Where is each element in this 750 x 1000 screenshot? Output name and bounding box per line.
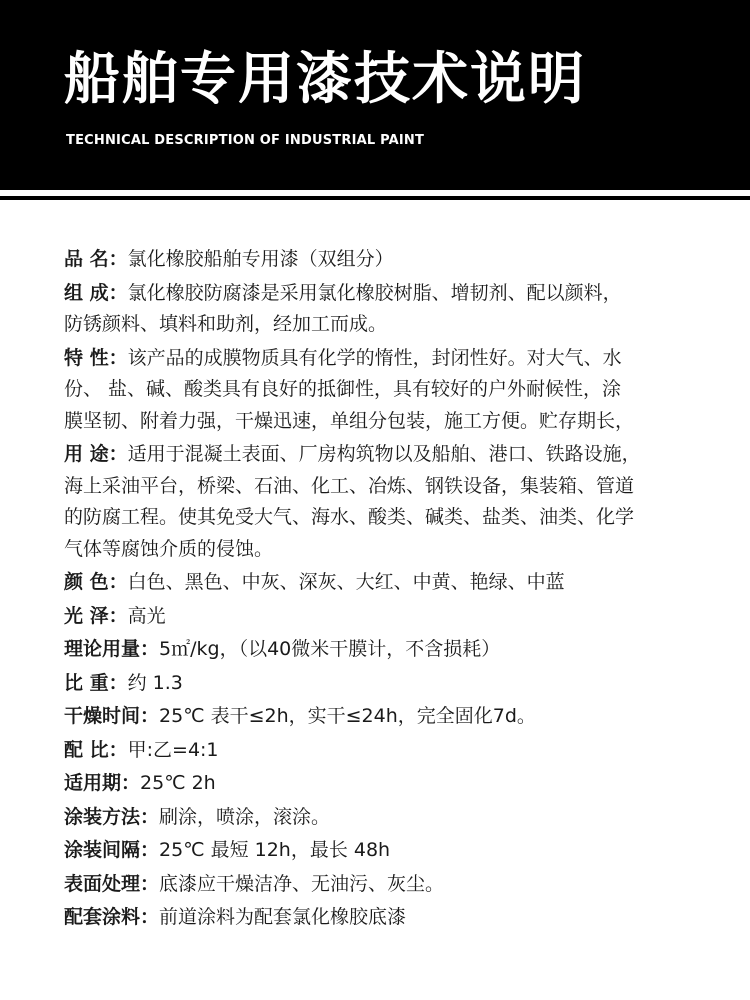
spec-value: 的防腐工程。使其免受大气、海水、酸类、碱类、盐类、油类、化学 bbox=[64, 506, 635, 528]
spec-line bbox=[64, 735, 714, 767]
spec-label: 组 成： bbox=[64, 281, 128, 304]
spec-line bbox=[64, 567, 714, 599]
spec-line bbox=[64, 802, 714, 834]
spec-line bbox=[64, 902, 714, 934]
spec-item bbox=[64, 735, 714, 767]
spec-line bbox=[64, 502, 714, 534]
spec-label: 配 比： bbox=[64, 738, 128, 761]
spec-label: 涂装间隔： bbox=[64, 839, 160, 861]
spec-label: 品 名： bbox=[64, 248, 128, 270]
spec-label: 表面处理： bbox=[64, 872, 160, 895]
spec-label: 理论用量： bbox=[64, 638, 160, 660]
spec-value: 膜坚韧、附着力强，干燥迅速，单组分包装，施工方便。贮存期长， bbox=[64, 409, 635, 432]
spec-label: 特 性： bbox=[64, 346, 128, 369]
spec-label: 配套涂料： bbox=[64, 906, 160, 928]
spec-value: 该产品的成膜物质具有化学的惰性，封闭性好。对大气、水 bbox=[127, 346, 622, 369]
spec-item bbox=[64, 567, 714, 599]
spec-label: 颜 色： bbox=[64, 571, 128, 593]
spec-item bbox=[64, 601, 714, 633]
header-banner bbox=[0, 0, 750, 190]
spec-line bbox=[64, 406, 714, 438]
spec-item bbox=[64, 701, 714, 733]
spec-line bbox=[64, 439, 714, 471]
spec-line bbox=[64, 835, 714, 867]
spec-value: 高光 bbox=[127, 604, 166, 627]
spec-item bbox=[64, 835, 714, 867]
divider-line bbox=[0, 196, 750, 200]
spec-item bbox=[64, 634, 714, 666]
spec-value: 海上采油平台，桥梁、石油、化工、冶炼、钢铁设备，集装箱、管道 bbox=[64, 474, 635, 497]
spec-item bbox=[64, 902, 714, 934]
spec-value: 氯化橡胶船舶专用漆（双组分） bbox=[127, 248, 394, 270]
spec-line bbox=[64, 374, 714, 406]
spec-line bbox=[64, 668, 714, 700]
spec-line bbox=[64, 471, 714, 503]
spec-line bbox=[64, 701, 714, 733]
spec-value: 25℃ 2h bbox=[140, 772, 216, 794]
spec-label: 适用期： bbox=[64, 772, 141, 794]
spec-item bbox=[64, 768, 714, 800]
spec-value: 氯化橡胶防腐漆是采用氯化橡胶树脂、增韧剂、配以颜料， bbox=[127, 281, 622, 304]
spec-line bbox=[64, 869, 714, 901]
spec-line bbox=[64, 634, 714, 666]
spec-item bbox=[64, 668, 714, 700]
spec-item bbox=[64, 439, 714, 565]
spec-item bbox=[64, 869, 714, 901]
spec-value: 适用于混凝土表面、厂房构筑物以及船舶、港口、铁路设施， bbox=[127, 443, 641, 465]
spec-value: 刷涂，喷涂，滚涂。 bbox=[159, 805, 331, 828]
spec-line bbox=[64, 768, 714, 800]
spec-value: 甲:乙=4:1 bbox=[127, 738, 219, 761]
spec-value: 25℃ 最短 12h，最长 48h bbox=[159, 839, 391, 861]
page-title: 船舶专用漆技术说明 bbox=[64, 47, 586, 112]
spec-value: 白色、黑色、中灰、深灰、大红、中黄、艳绿、中蓝 bbox=[127, 571, 565, 593]
spec-value: 防锈颜料、填料和助剂，经加工而成。 bbox=[64, 313, 388, 335]
spec-item bbox=[64, 802, 714, 834]
spec-value: 前道涂料为配套氯化橡胶底漆 bbox=[159, 906, 407, 928]
spec-label: 用 途： bbox=[64, 443, 128, 465]
spec-line bbox=[64, 534, 714, 566]
spec-line bbox=[64, 278, 714, 310]
spec-line bbox=[64, 343, 714, 375]
spec-label: 比 重： bbox=[64, 671, 128, 694]
spec-item bbox=[64, 343, 714, 438]
spec-value: 气体等腐蚀介质的侵蚀。 bbox=[64, 537, 274, 560]
spec-line bbox=[64, 244, 714, 276]
spec-label: 涂装方法： bbox=[64, 805, 160, 828]
spec-value: 约 1.3 bbox=[127, 671, 183, 694]
spec-value: 底漆应干燥洁净、无油污、灰尘。 bbox=[159, 872, 445, 895]
spec-value: 5㎡/kg，（以40微米干膜计，不含损耗） bbox=[159, 638, 501, 660]
spec-label: 干燥时间： bbox=[64, 705, 160, 727]
spec-label: 光 泽： bbox=[64, 604, 128, 627]
spec-item bbox=[64, 278, 714, 341]
spec-list bbox=[64, 244, 714, 936]
spec-value: 份、 盐、碱、酸类具有良好的抵御性，具有较好的户外耐候性，涂 bbox=[64, 378, 622, 400]
spec-value: 25℃ 表干≤2h，实干≤24h，完全固化7d。 bbox=[159, 705, 536, 727]
page-subtitle: TECHNICAL DESCRIPTION OF INDUSTRIAL PAINT bbox=[66, 133, 425, 148]
spec-line bbox=[64, 601, 714, 633]
spec-item bbox=[64, 244, 714, 276]
spec-line bbox=[64, 309, 714, 341]
